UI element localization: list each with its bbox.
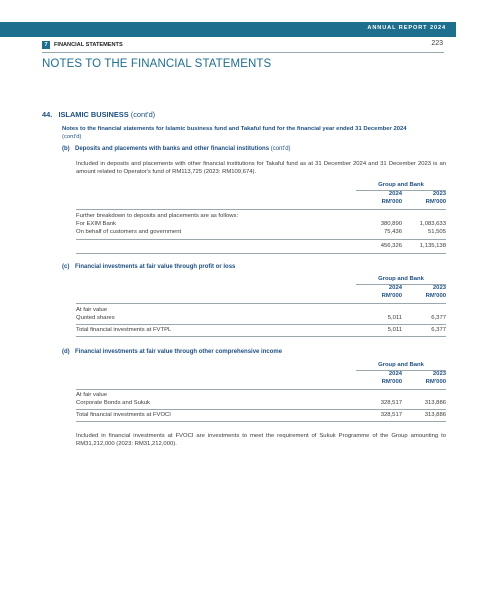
column-group-header: Group and Bank <box>378 276 424 282</box>
total-cell: 6,377 <box>431 327 446 333</box>
column-year-2024: 2024 <box>388 285 402 291</box>
fair-value-label: At fair value <box>76 392 108 398</box>
total-top-rule <box>76 239 446 240</box>
column-year-2023: 2023 <box>432 371 446 377</box>
table-cell: 75,436 <box>383 229 402 235</box>
section-b-letter: (b) <box>62 146 70 152</box>
section-label: FINANCIAL STATEMENTS <box>54 42 123 48</box>
total-label: Total financial investments at FVOCI <box>76 412 171 418</box>
table-top-rule <box>76 389 446 390</box>
column-group-header: Group and Bank <box>378 182 424 188</box>
section-number-badge: 7 <box>42 41 50 49</box>
column-year-2024: 2024 <box>388 191 402 197</box>
total-top-rule <box>76 409 446 410</box>
section-b-paragraph: Included in deposits and placements with other financial institutions for Takaful fund as at 31 December 2024 and 31 December 2023 is an amount related to Operator's fund of RM113,725 (2023: RM109,674). <box>76 161 446 175</box>
note-intro-text: Notes to the financial statements for Islamic business fund and Takaful fund for the financial year ended 31 December 2024 <box>62 126 407 132</box>
table-cell: 51,505 <box>427 229 446 235</box>
section-c-title: Financial investments at fair value through profit or loss <box>75 264 236 270</box>
total-cell: 456,326 <box>380 243 402 249</box>
section-b-cont: (cont'd) <box>270 146 291 152</box>
table-top-rule <box>76 209 446 210</box>
table-top-rule <box>76 303 446 304</box>
section-c-letter: (c) <box>62 264 70 270</box>
column-unit-2023: RM'000 <box>425 199 446 205</box>
note-intro-cont: (cont'd) <box>62 134 82 140</box>
header-band <box>0 22 456 37</box>
table-cell: 1,083,633 <box>419 221 446 227</box>
column-year-2024: 2024 <box>388 371 402 377</box>
table-row-label: For EXIM Bank <box>76 221 116 227</box>
table-cell: 328,517 <box>380 400 402 406</box>
section-d-table <box>76 362 446 424</box>
note-heading-cont: (cont'd) <box>130 110 156 119</box>
total-cell: 313,886 <box>424 412 446 418</box>
column-year-2023: 2023 <box>432 285 446 291</box>
table-cell: 380,890 <box>380 221 402 227</box>
report-label: ANNUAL REPORT 2024 <box>367 25 446 31</box>
total-bottom-rule <box>76 253 446 254</box>
total-cell: 1,135,138 <box>419 243 446 249</box>
column-year-2023: 2023 <box>432 191 446 197</box>
fair-value-label: At fair value <box>76 307 108 313</box>
note-number: 44. <box>42 110 53 119</box>
table-row-label: Quoted shares <box>76 315 115 321</box>
table-row-label: On behalf of customers and government <box>76 229 182 235</box>
page-number: 223 <box>431 40 443 47</box>
table-cell: 5,011 <box>387 315 402 321</box>
section-b-table <box>76 182 446 257</box>
section-tag <box>42 41 123 49</box>
breakdown-label: Further breakdown to deposits and placements are as follows: <box>76 213 239 219</box>
section-c-table <box>76 276 446 336</box>
note-intro <box>62 125 446 141</box>
table-row-label: Corporate Bonds and Sukuk <box>76 400 151 406</box>
note-title: ISLAMIC BUSINESS <box>58 110 129 119</box>
note-heading <box>42 110 155 119</box>
section-c-heading <box>62 264 235 270</box>
section-b-title: Deposits and placements with banks and other financial institutions <box>75 146 270 152</box>
column-unit-2024: RM'000 <box>381 293 402 299</box>
column-unit-2023: RM'000 <box>425 293 446 299</box>
column-unit-2024: RM'000 <box>381 199 402 205</box>
total-top-rule <box>76 324 446 325</box>
table-cell: 313,886 <box>424 400 446 406</box>
total-bottom-rule <box>76 421 446 422</box>
page-title: NOTES TO THE FINANCIAL STATEMENTS <box>42 58 272 70</box>
column-group-header: Group and Bank <box>378 362 424 368</box>
total-bottom-rule <box>76 336 446 337</box>
header-divider <box>42 52 444 53</box>
total-label: Total financial investments at FVTPL <box>76 327 172 333</box>
total-cell: 328,517 <box>380 412 402 418</box>
section-b-heading <box>62 146 291 152</box>
section-d-heading <box>62 349 282 355</box>
section-d-letter: (d) <box>62 349 70 355</box>
column-unit-2024: RM'000 <box>381 379 402 385</box>
section-d-title: Financial investments at fair value through other comprehensive income <box>75 349 283 355</box>
column-unit-2023: RM'000 <box>425 379 446 385</box>
total-cell: 5,011 <box>387 327 402 333</box>
table-cell: 6,377 <box>431 315 446 321</box>
section-d-paragraph: Included in financial investments at FVOCI are investments to meet the requirement of Sukuk Programme of the Group amounting to RM31,212,000 (2023: RM31,212,000). <box>76 433 446 447</box>
